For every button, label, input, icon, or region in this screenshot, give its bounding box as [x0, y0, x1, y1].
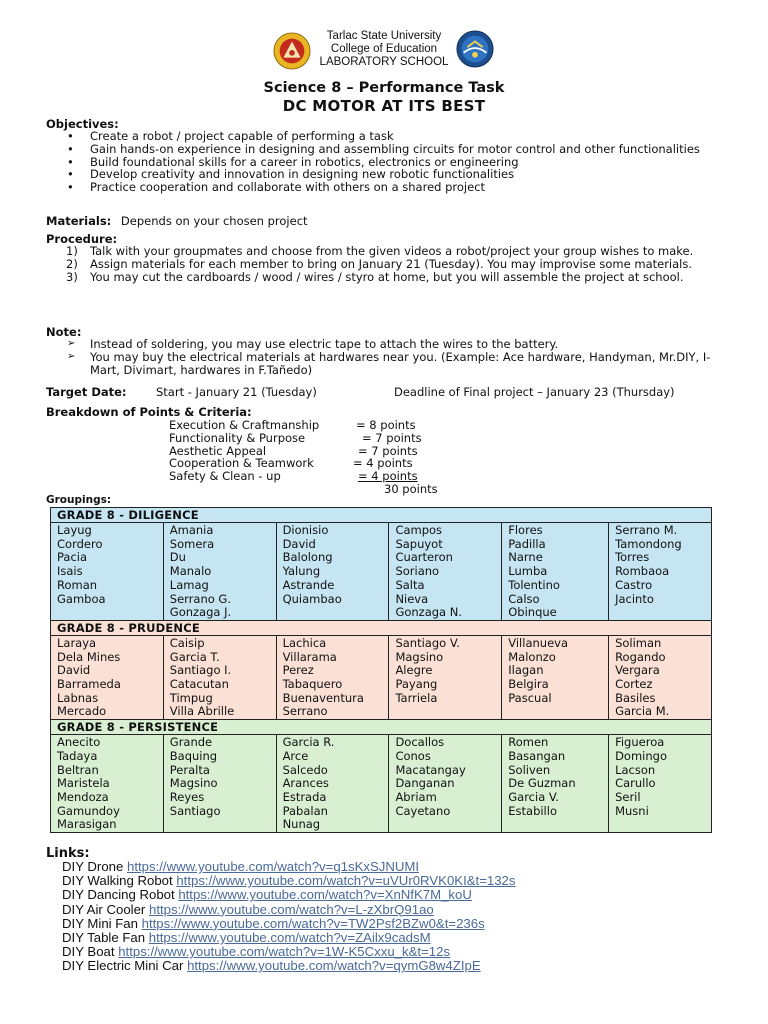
list-item: • Gain hands-on experience in designing and assembling circuits for motor control and other functionalities	[66, 143, 722, 156]
criteria-row	[169, 456, 469, 469]
video-link[interactable]: https://www.youtube.com/watch?v=qymG8w4ZIpE	[187, 958, 481, 974]
member-name: Dionisio	[282, 523, 329, 537]
member-name: Figueroa	[615, 735, 665, 750]
list-item	[66, 351, 722, 377]
video-link[interactable]: https://www.youtube.com/watch?v=1W-K5Cxxu_k&t=12s	[118, 944, 451, 960]
video-link[interactable]: https://www.youtube.com/watch?v=ZAilx9cadsM	[148, 930, 431, 946]
link-row	[62, 860, 742, 874]
member-name: Garcia T.	[169, 649, 220, 664]
criteria-row	[169, 418, 469, 431]
link-title: DIY Air Cooler	[62, 901, 149, 917]
member-name: Gonzaga J.	[169, 605, 232, 620]
member-name: Lachica	[282, 635, 327, 650]
member-name: Laraya	[57, 635, 97, 650]
group-title: GRADE 8 - PERSISTENCE	[51, 720, 712, 735]
member-name: Arce	[282, 748, 309, 763]
objectives-list	[66, 130, 722, 194]
group-cell	[609, 635, 712, 719]
member-name: Maristela	[57, 776, 110, 791]
member-name: Villanueva	[508, 635, 569, 650]
video-link[interactable]: https://www.youtube.com/watch?v=uVUr0RVK0KI&t=132s	[176, 873, 516, 889]
member-name: Magsino	[169, 776, 218, 791]
member-name: Campos	[395, 523, 443, 537]
group-cell	[389, 735, 502, 833]
arrow-bullet-icon: ➢	[67, 350, 76, 362]
group-cell	[502, 523, 609, 621]
group-cell	[276, 635, 389, 719]
member-name: Anecito	[57, 735, 101, 750]
member-name: Barrameda	[57, 677, 121, 692]
group-title: GRADE 8 - DILIGENCE	[51, 508, 712, 523]
laboratory-school-logo	[456, 30, 494, 68]
step-text: Assign materials for each member to bring on January 21 (Tuesday). You may improvise some materials.	[90, 256, 693, 271]
member-name: Pabalan	[282, 803, 328, 818]
member-name: Baquing	[169, 748, 218, 763]
member-name: Dela Mines	[57, 649, 121, 664]
member-name: Mendoza	[57, 789, 109, 804]
member-name: Torres	[615, 550, 650, 565]
group-cell	[276, 523, 389, 621]
member-name: Docallos	[395, 735, 445, 750]
group-cell	[51, 735, 164, 833]
header-text	[300, 30, 468, 69]
criteria-name: Functionality & Purpose	[169, 430, 306, 445]
member-name: Tolentino	[508, 577, 560, 592]
criteria-label: Breakdown of Points & Criteria:	[46, 405, 252, 419]
member-name: Reyes	[169, 789, 205, 804]
note-text: Instead of soldering, you may use electric tape to attach the wires to the battery.	[90, 337, 559, 351]
member-name: Garcia R.	[282, 735, 335, 750]
member-name: Balolong	[282, 550, 333, 565]
step-text: You may cut the cardboards / wood / wires / styro at home, but you will assemble the project at school.	[90, 269, 684, 284]
member-name: Cayetano	[395, 803, 451, 818]
member-name: Obinque	[508, 605, 557, 620]
member-name: Tabaquero	[282, 677, 343, 692]
university-name: Tarlac State University	[326, 30, 442, 42]
link-row	[62, 874, 742, 888]
member-name: Macatangay	[395, 762, 466, 777]
member-name: Jacinto	[615, 591, 654, 606]
link-title: DIY Walking Robot	[62, 873, 177, 889]
member-name: Isais	[57, 564, 83, 579]
link-title: DIY Mini Fan	[62, 915, 142, 931]
materials-text: Depends on your chosen project	[120, 214, 308, 228]
list-item: • Practice cooperation and collaborate with others on a shared project	[66, 181, 722, 194]
arrow-bullet-icon: ➢	[67, 338, 76, 349]
group-cell	[609, 523, 712, 621]
group-header-row	[51, 508, 712, 523]
member-name: Lacson	[615, 762, 656, 777]
member-name: Buenaventura	[282, 690, 364, 705]
member-name: Carullo	[615, 776, 656, 791]
member-name: Yalung	[282, 564, 321, 579]
member-name: Santiago I.	[169, 663, 232, 678]
member-name: Narne	[508, 550, 543, 565]
group-cell	[163, 523, 276, 621]
criteria-points: = 4 points	[353, 456, 413, 471]
member-name: Basiles	[615, 690, 656, 705]
member-name: Vergara	[615, 663, 660, 678]
start-date: Start - January 21 (Tuesday)	[156, 385, 317, 399]
member-name: Rombaoa	[615, 564, 670, 579]
member-name: David	[57, 663, 91, 678]
group-cell	[163, 735, 276, 833]
group-cell	[389, 523, 502, 621]
member-name: Salcedo	[282, 762, 328, 777]
member-name: Cortez	[615, 677, 653, 692]
member-name: Basangan	[508, 748, 566, 763]
member-name: De Guzman	[508, 776, 576, 791]
member-name: Cuarteron	[395, 550, 453, 565]
video-link[interactable]: https://www.youtube.com/watch?v=TW2Psf2BZw0&t=236s	[141, 915, 485, 931]
member-name: Labnas	[57, 690, 99, 705]
criteria-row	[169, 431, 469, 444]
list-item	[66, 271, 722, 284]
note-list	[66, 338, 722, 376]
member-name: Gonzaga N.	[395, 605, 463, 620]
member-name: Cordero	[57, 536, 103, 551]
link-title: DIY Drone	[62, 859, 127, 874]
member-name: Mercado	[57, 704, 107, 719]
video-link[interactable]: https://www.youtube.com/watch?v=XnNfK7M_koU	[178, 887, 472, 903]
link-title: DIY Table Fan	[62, 930, 149, 946]
list-item: • Create a robot / project capable of performing a task	[66, 130, 722, 143]
group-cell	[609, 735, 712, 833]
step-number: 3)	[66, 269, 78, 284]
criteria-total: 30 points	[384, 482, 438, 496]
link-row	[62, 917, 742, 931]
member-name: Santiago V.	[395, 635, 460, 650]
member-name: Domingo	[615, 748, 667, 763]
materials-label: Materials:	[46, 214, 112, 228]
member-name: Manalo	[169, 564, 212, 579]
member-name: Calso	[508, 591, 540, 606]
member-name: Romen	[508, 735, 549, 750]
note-label: Note:	[46, 325, 82, 339]
member-name: Serrano M.	[615, 523, 678, 537]
member-name: Gamboa	[57, 591, 106, 606]
note-text: You may buy the electrical materials at hardwares near you. (Example: Ace hardware, Handyman, Mr.DIY, I-Mart, Divimart, hardwares in F.Tañedo)	[90, 349, 711, 377]
criteria-name: Safety & Clean - up	[169, 469, 281, 484]
link-title: DIY Electric Mini Car	[62, 958, 188, 974]
member-name: Magsino	[395, 649, 444, 664]
member-name: Serrano G.	[169, 591, 232, 606]
member-name: Marasigan	[57, 817, 117, 832]
member-name: Caisip	[169, 635, 205, 650]
links-label: Links:	[46, 846, 90, 861]
procedure-label: Procedure:	[46, 232, 118, 246]
member-name: Tarriela	[395, 690, 438, 705]
member-name: Musni	[615, 803, 649, 818]
member-name: Perez	[282, 663, 314, 678]
member-name: Estabillo	[508, 803, 557, 818]
member-name: Payang	[395, 677, 438, 692]
member-name: Abriam	[395, 789, 437, 804]
college-name: College of Education	[330, 43, 438, 55]
group-cell	[389, 635, 502, 719]
member-name: Arances	[282, 776, 329, 791]
member-name: Gamundoy	[57, 803, 120, 818]
member-name: Padilla	[508, 536, 546, 551]
member-name: Somera	[169, 536, 215, 551]
criteria-list	[169, 418, 469, 496]
member-name: Layug	[57, 523, 92, 537]
member-name: Sapuyot	[395, 536, 443, 551]
group-cell	[502, 635, 609, 719]
member-name: Villarama	[282, 649, 337, 664]
links-list	[62, 860, 742, 974]
group-members-row	[51, 735, 712, 833]
group-members-row	[51, 523, 712, 621]
link-row	[62, 945, 742, 959]
member-name: Santiago	[169, 803, 221, 818]
group-members-row	[51, 635, 712, 719]
member-name: Rogando	[615, 649, 666, 664]
group-cell	[163, 635, 276, 719]
member-name: Alegre	[395, 663, 433, 678]
member-name: Astrande	[282, 577, 335, 592]
member-name: Pascual	[508, 690, 552, 705]
criteria-points: = 7 points	[362, 430, 422, 445]
criteria-name: Aesthetic Appeal	[169, 443, 267, 458]
member-name: Lumba	[508, 564, 548, 579]
member-name: Nunag	[282, 817, 321, 832]
page-title: Science 8 – Performance Task	[263, 80, 505, 96]
member-name: Conos	[395, 748, 431, 763]
link-row	[62, 903, 742, 917]
member-name: Nieva	[395, 591, 429, 606]
member-name: Serrano	[282, 704, 328, 719]
link-title: DIY Boat	[62, 944, 119, 960]
criteria-name: Cooperation & Teamwork	[169, 456, 314, 471]
link-row	[62, 931, 742, 945]
groupings-label: Groupings:	[46, 494, 112, 506]
criteria-row	[169, 444, 469, 457]
member-name: Roman	[57, 577, 98, 592]
member-name: Salta	[395, 577, 425, 592]
target-date-label: Target Date:	[46, 385, 127, 399]
member-name: Tadaya	[57, 748, 98, 763]
group-cell	[51, 523, 164, 621]
group-cell	[502, 735, 609, 833]
member-name: Villa Abrille	[169, 704, 235, 719]
member-name: Peralta	[169, 762, 210, 777]
group-header-row	[51, 720, 712, 735]
group-cell	[51, 635, 164, 719]
criteria-points: = 8 points	[356, 418, 416, 432]
video-link[interactable]: https://www.youtube.com/watch?v=L-zXbrQ91ao	[148, 901, 434, 917]
link-row	[62, 959, 742, 973]
member-name: Belgira	[508, 677, 549, 692]
step-number: 2)	[66, 256, 78, 271]
groupings-table	[50, 507, 712, 833]
member-name: Ilagan	[508, 663, 544, 678]
member-name: David	[282, 536, 316, 551]
group-header-row	[51, 620, 712, 635]
criteria-points: = 4 points	[358, 469, 418, 484]
criteria-points: = 7 points	[358, 443, 418, 458]
member-name: Grande	[169, 735, 213, 750]
document-header	[0, 28, 768, 72]
criteria-row	[169, 469, 469, 482]
page-subtitle: DC MOTOR AT ITS BEST	[282, 97, 486, 115]
objectives-label: Objectives:	[46, 117, 119, 131]
member-name: Amania	[169, 523, 214, 537]
member-name: Tamondong	[615, 536, 682, 551]
school-name: LABORATORY SCHOOL	[319, 56, 449, 68]
member-name: Catacutan	[169, 677, 229, 692]
member-name: Danganan	[395, 776, 455, 791]
group-title: GRADE 8 - PRUDENCE	[51, 620, 712, 635]
deadline-date: Deadline of Final project – January 23 (Thursday)	[394, 385, 675, 399]
member-name: Beltran	[57, 762, 99, 777]
step-number: 1)	[66, 244, 78, 258]
member-name: Timpug	[169, 690, 213, 705]
video-link[interactable]: https://www.youtube.com/watch?v=q1sKxSJNUMI	[127, 859, 420, 874]
link-title: DIY Dancing Robot	[62, 887, 179, 903]
member-name: Flores	[508, 523, 543, 537]
criteria-name: Execution & Craftmanship	[169, 418, 320, 432]
member-name: Soliman	[615, 635, 662, 650]
link-row	[62, 888, 742, 902]
member-name: Quiambao	[282, 591, 342, 606]
step-text: Talk with your groupmates and choose from the given videos a robot/project your group wishes to make.	[90, 244, 694, 258]
member-name: Pacia	[57, 550, 88, 565]
member-name: Lamag	[169, 577, 209, 592]
member-name: Seril	[615, 789, 641, 804]
member-name: Soriano	[395, 564, 440, 579]
procedure-list	[66, 245, 722, 283]
target-date-line	[46, 385, 746, 399]
list-item: • Develop creativity and innovation in designing new robotic functionalities	[66, 168, 722, 181]
member-name: Garcia M.	[615, 704, 670, 719]
member-name: Soliven	[508, 762, 551, 777]
member-name: Garcia V.	[508, 789, 559, 804]
member-name: Estrada	[282, 789, 327, 804]
group-cell	[276, 735, 389, 833]
member-name: Castro	[615, 577, 653, 592]
member-name: Du	[169, 550, 186, 565]
materials-line	[46, 214, 308, 228]
list-item: • Build foundational skills for a career in robotics, electronics or engineering	[66, 156, 722, 169]
member-name: Malonzo	[508, 649, 556, 664]
